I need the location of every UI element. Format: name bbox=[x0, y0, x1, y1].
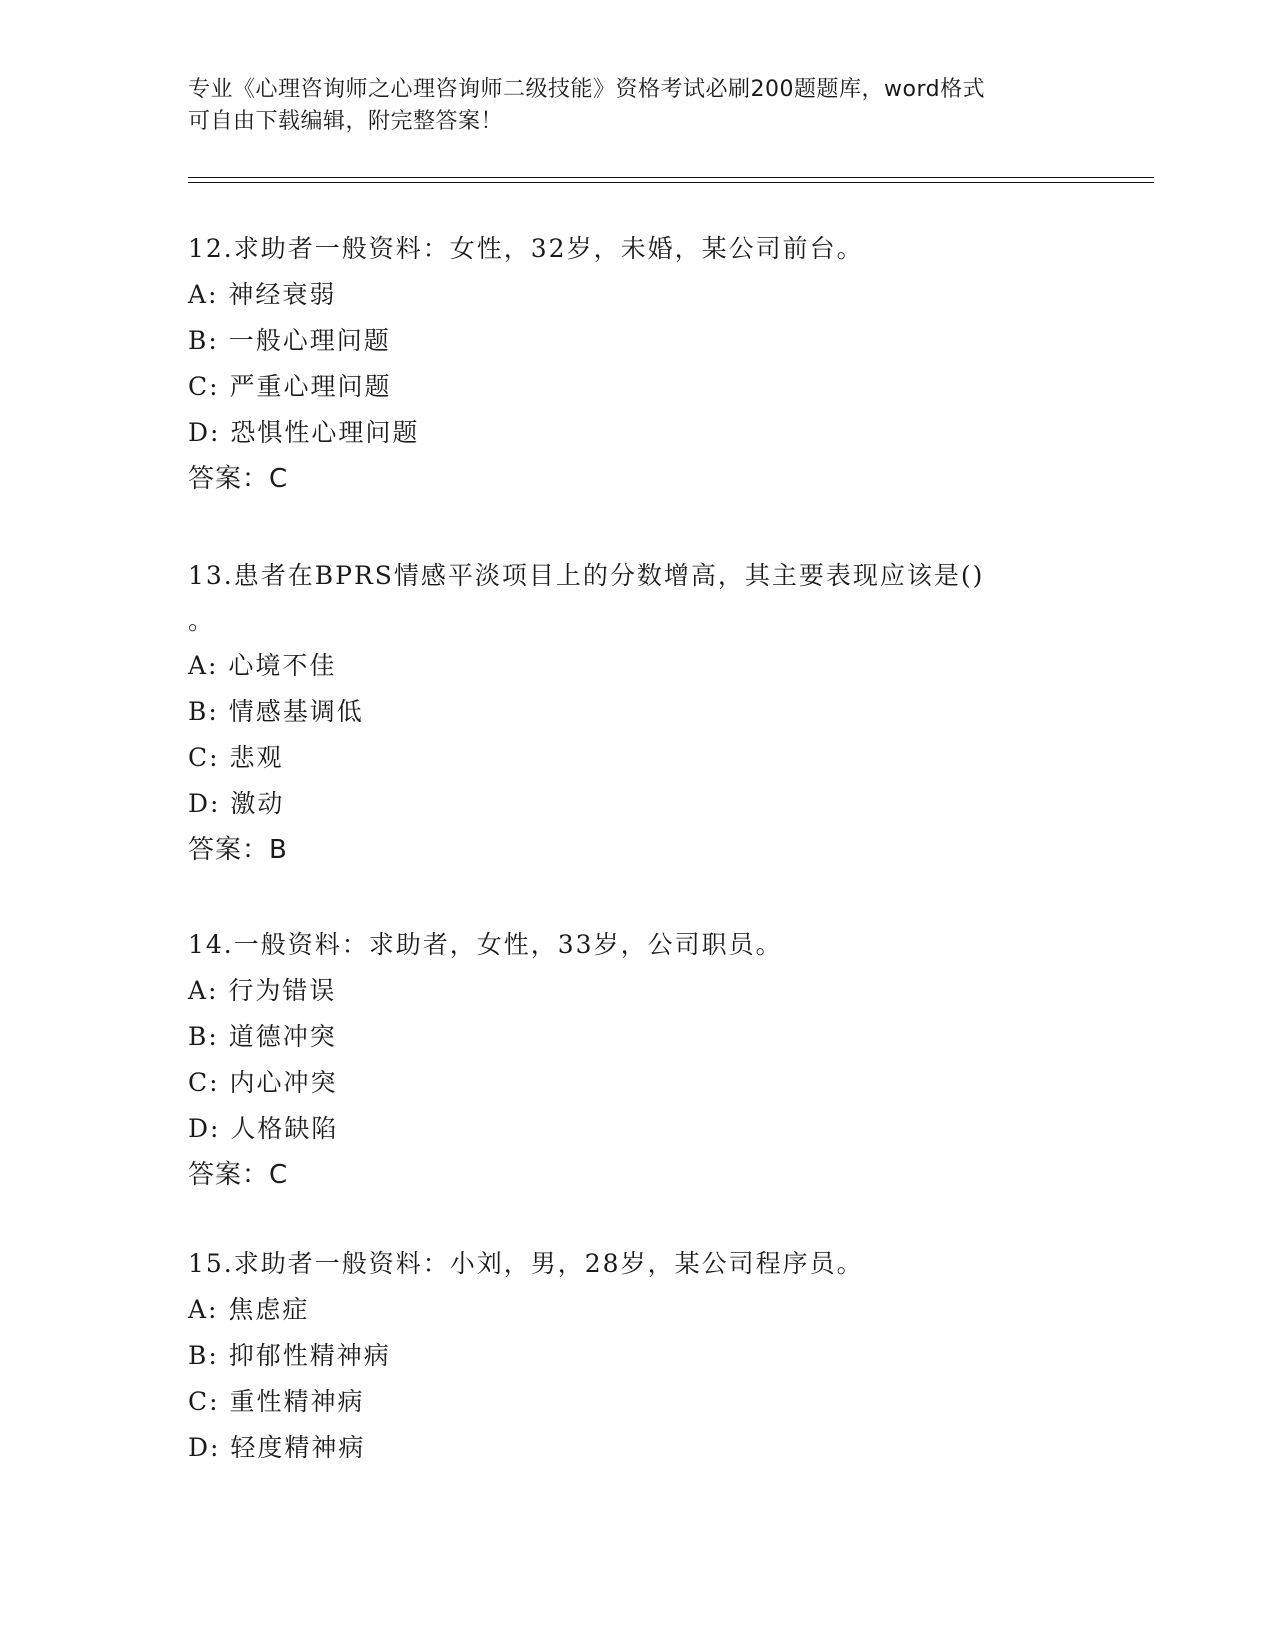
option-c: C: 严重心理问题 bbox=[188, 372, 392, 401]
question-15 bbox=[188, 1241, 1088, 1471]
option-c: C: 重性精神病 bbox=[188, 1387, 365, 1416]
answer: 答案：C bbox=[188, 1160, 289, 1190]
option-d: D: 恐惧性心理问题 bbox=[188, 418, 420, 447]
question-stem-continuation: 。 bbox=[188, 606, 216, 635]
document-header bbox=[188, 74, 1068, 138]
option-a: A: 心境不佳 bbox=[188, 651, 337, 680]
question-13 bbox=[188, 553, 1088, 873]
option-c: C: 悲观 bbox=[188, 743, 284, 772]
option-b: B: 抑郁性精神病 bbox=[188, 1341, 391, 1370]
option-a: A: 行为错误 bbox=[188, 976, 337, 1005]
option-d: D: 轻度精神病 bbox=[188, 1433, 366, 1462]
question-stem: 14.一般资料：求助者，女性，33岁，公司职员。 bbox=[188, 930, 783, 959]
option-a: A: 神经衰弱 bbox=[188, 280, 337, 309]
option-b: B: 情感基调低 bbox=[188, 697, 364, 726]
option-d: D: 人格缺陷 bbox=[188, 1114, 339, 1143]
question-12 bbox=[188, 226, 1088, 502]
header-divider-top bbox=[188, 177, 1154, 178]
option-b: B: 一般心理问题 bbox=[188, 326, 391, 355]
header-line-1: 专业《心理咨询师之心理咨询师二级技能》资格考试必刷200题题库，word格式 bbox=[188, 77, 986, 102]
question-stem: 13.患者在BPRS情感平淡项目上的分数增高，其主要表现应该是() bbox=[188, 561, 985, 590]
header-divider-bottom bbox=[188, 182, 1154, 183]
answer: 答案：B bbox=[188, 835, 288, 865]
option-a: A: 焦虑症 bbox=[188, 1295, 310, 1324]
option-c: C: 内心冲突 bbox=[188, 1068, 338, 1097]
header-line-2: 可自由下载编辑，附完整答案！ bbox=[188, 109, 504, 134]
answer: 答案：C bbox=[188, 464, 289, 494]
question-14 bbox=[188, 922, 1088, 1198]
option-d: D: 激动 bbox=[188, 789, 285, 818]
question-stem: 12.求助者一般资料：女性，32岁，未婚，某公司前台。 bbox=[188, 234, 864, 263]
question-stem: 15.求助者一般资料：小刘，男，28岁，某公司程序员。 bbox=[188, 1249, 864, 1278]
option-b: B: 道德冲突 bbox=[188, 1022, 337, 1051]
